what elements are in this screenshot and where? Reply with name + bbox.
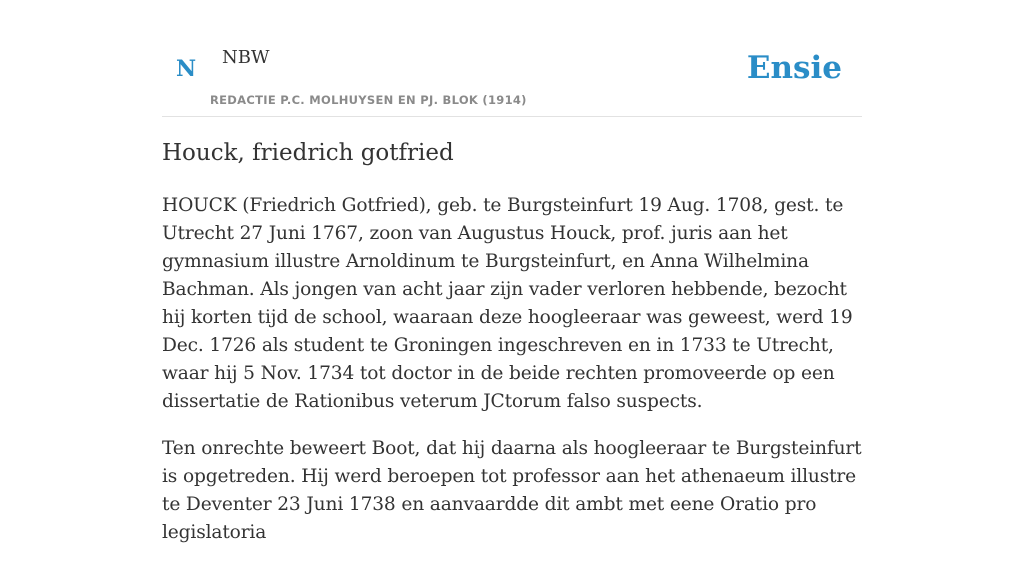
article-paragraph: HOUCK (Friedrich Gotfried), geb. te Burgsteinfurt 19 Aug. 1708, gest. te Utrecht 27 Juni 1767, zoon van Augustus Houck, prof. juris aan het gymnasium illustre Arnoldinum te Burgsteinfurt, en Anna Wilhelmina Bachman. Als jongen van acht jaar zijn vader verloren hebbende, bezocht hij korten tijd de school, waaraan deze hoogleeraar was geweest, werd 19 Dec. 1726 als student te Groningen ingeschreven en in 1733 te Utrecht, waar hij 5 Nov. 1734 tot doctor in de beide rechten promoveerde op een dissertatie de Rationibus veterum JCtorum falso suspects. [162, 195, 853, 412]
article-paragraph: Ten onrechte beweert Boot, dat hij daarna als hoogleeraar te Burgsteinfurt is opgetreden. Hij werd beroepen tot professor aan het athenaeum illustre te Deventer 23 Juni 1738 en aanvaardde dit ambt met eene Oratio pro legislatoria [162, 438, 862, 543]
article-body [162, 192, 862, 566]
source-title[interactable]: NBW [222, 47, 270, 68]
source-subtitle: REDACTIE P.C. MOLHUYSEN EN PJ. BLOK (1914) [210, 93, 527, 107]
ensie-logo-link[interactable]: Ensie [746, 50, 842, 86]
source-header [162, 0, 862, 117]
source-logo[interactable]: N [176, 56, 197, 82]
article-title: Houck, friedrich gotfried [162, 140, 454, 166]
page [162, 0, 862, 543]
